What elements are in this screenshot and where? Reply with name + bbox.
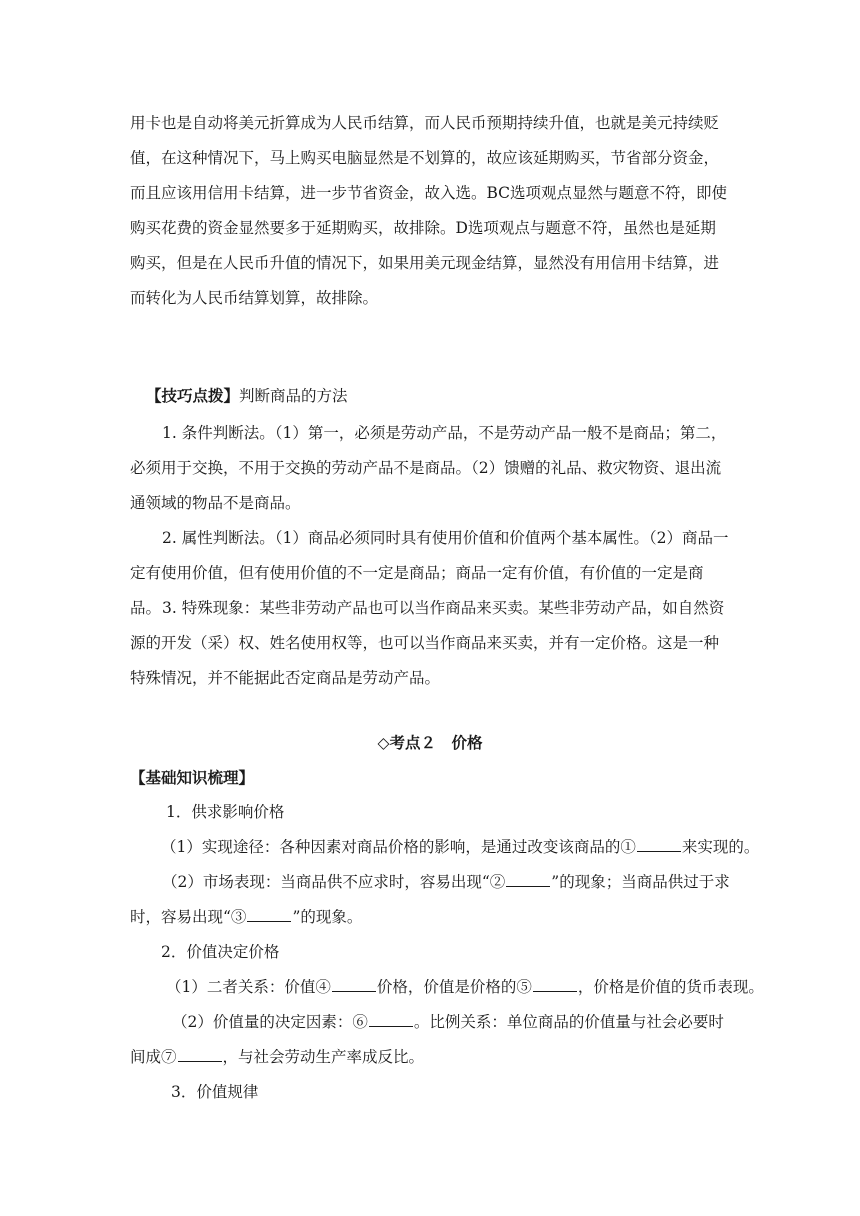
blank-5[interactable] — [533, 977, 577, 992]
fill-in-1: （1）实现途径：各种因素对商品价格的影响，是通过改变该商品的① 来实现的。 — [161, 838, 760, 856]
tips-item-2: 2. 属性判断法。（1）商品必须同时具有使用价值和价值两个基本属性。（2）商品一定有使用价值，但有使用价值的不一定是商品；商品一定有价值，有价值的一定是商品。 — [130, 529, 729, 617]
heading-value-law: 3．价值规律 — [171, 1083, 259, 1101]
tips-item-1: 1. 条件判断法。（1）第一，必须是劳动产品，不是劳动产品一般不是商品；第二，必须用于交换，不用于交换的劳动产品不是商品。（2）馈赠的礼品、救灾物资、退出流通领域的物品不是商品。 — [130, 424, 727, 512]
fill-in-2-3: （2）市场表现：当商品供不应求时，容易出现“② ”的现象；当商品供过于求时，容易出现“③ ”的现象。 — [130, 873, 730, 926]
blank-7[interactable] — [178, 1047, 222, 1062]
fill-in-6-7: （2）价值量的决定因素：⑥ 。比例关系：单位商品的价值量与社会必要时间成⑦ ，与社会劳动生产率成反比。 — [130, 1013, 724, 1066]
heading-value-price: 2．价值决定价格 — [161, 943, 280, 961]
tips-item-3: 3. 特殊现象：某些非劳动产品也可以当作商品来买卖。某些非劳动产品，如自然资源的开发（采）权、姓名使用权等，也可以当作商品来买卖，并有一定价格。这是一种特殊情况，并不能据此否定商品是劳动产品。 — [130, 599, 725, 687]
fill-in-4-5: （1）二者关系：价值④ 价格，价值是价格的⑤ ，价格是价值的货币表现。 — [166, 978, 764, 996]
tips-heading — [146, 378, 348, 414]
section-subtitle: 【基础知识梳理】 — [130, 768, 255, 787]
heading-supply-demand: 1．供求影响价格 — [166, 803, 285, 821]
blank-1[interactable] — [637, 837, 681, 852]
tips-label: 【技巧点拨】 — [146, 386, 240, 405]
tips-title: 判断商品的方法 — [239, 387, 348, 405]
blank-6[interactable] — [369, 1012, 413, 1027]
section-title: ◇考点２ 价格 — [377, 733, 483, 752]
intro-paragraph: 用卡也是自动将美元折算成为人民币结算，而人民币预期持续升值，也就是美元持续贬值，在这种情况下，马上购买电脑显然是不划算的，故应该延期购买，节省部分资金，而且应该用信用卡结算，进一步节省资金，故入选。BC选项观点显然与题意不符，即使购买花费的资金显然要多于延期购买，故排除。D选项观点与题意不符，虽然也是延期购买，但是在人民币升值的情况下，如果用美元现金结算，显然没有用信用卡结算，进而转化为人民币结算划算，故排除。 — [130, 114, 728, 307]
blank-4[interactable] — [332, 977, 376, 992]
blank-2[interactable] — [506, 872, 550, 887]
blank-3[interactable] — [247, 907, 291, 922]
